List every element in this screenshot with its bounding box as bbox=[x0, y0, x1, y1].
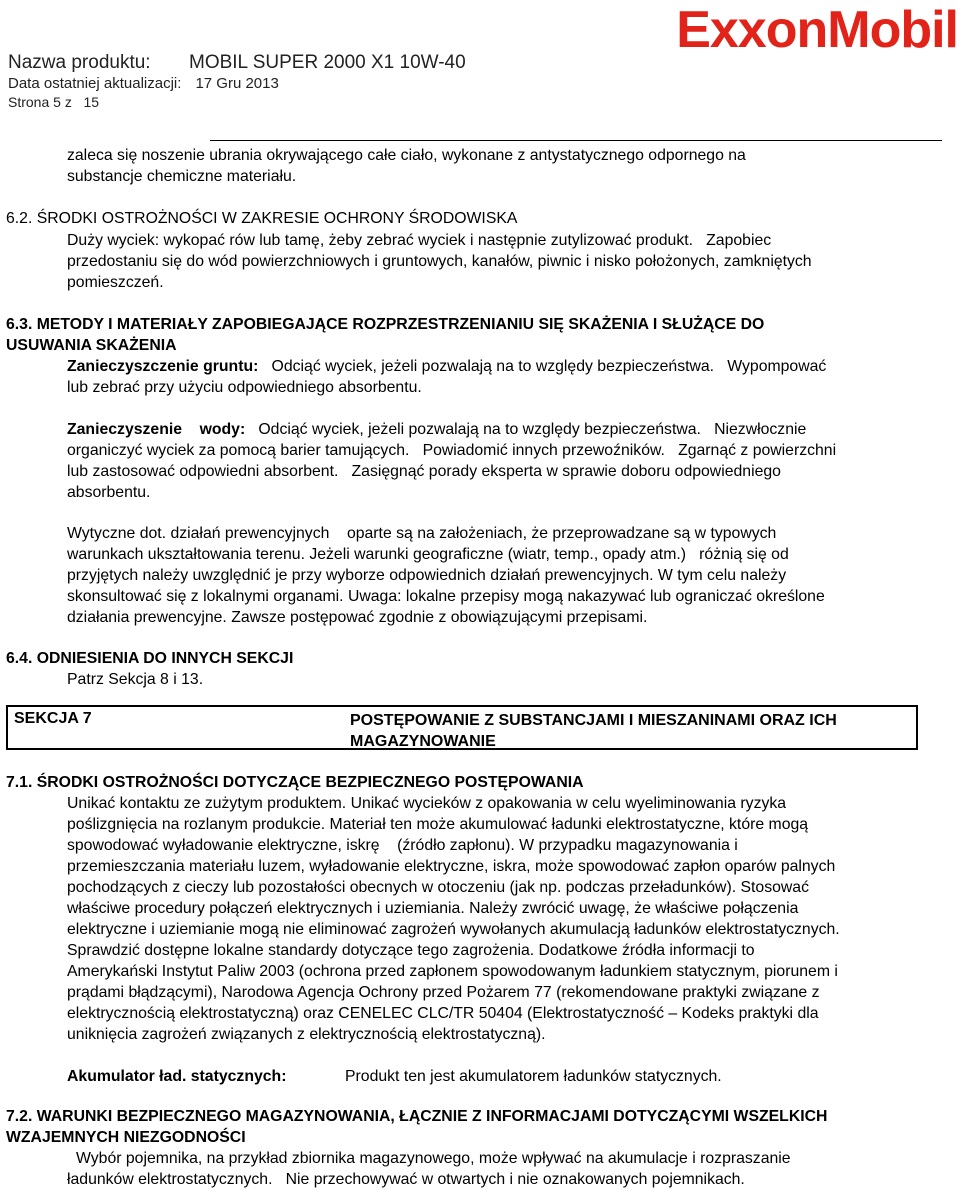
accumulator-label: Akumulator ład. statycznych: bbox=[67, 1068, 287, 1085]
section-7-title bbox=[350, 710, 837, 752]
s71-line-7: elektryczne i uziemianie mogą nie eliminować zagrożeń wywołanych akumulacją ładunków elektrostatycznych. bbox=[67, 921, 840, 938]
guide-line-3: przyjętych należy uwzględnić je przy wyborze odpowiednich działań prewencyjnych. W tym celu należy bbox=[67, 567, 787, 584]
section-6-3-heading-cont: USUWANIA SKAŻENIA bbox=[6, 337, 177, 354]
water-line-1: organiczyć wyciek za pomocą barier tamujących. Powiadomić innych przewoźników. Zgarnąć z powierzchni bbox=[67, 442, 837, 459]
intro-line-1: zaleca się noszenie ubrania okrywającego całe ciało, wykonane z antystatycznego odpornego na bbox=[67, 147, 746, 164]
water-label: Zanieczyszenie wody: bbox=[67, 421, 246, 438]
water-line-2: lub zastosować odpowiedni absorbent. Zasięgnąć porady eksperta w sprawie doboru odpowiedniego bbox=[67, 463, 781, 480]
s62-line-3: pomieszczeń. bbox=[67, 274, 164, 291]
s71-line-10: prądami błądzącymi), Narodowa Agencja Ochrony przed Pożarem 77 (rekomendowane praktyki związane z bbox=[67, 984, 820, 1001]
soil-row bbox=[67, 356, 826, 377]
s71-line-5: pochodzących z cieczy lub pozostałości obecnych w otoczeniu (jak np. podczas przeładunków). Stosować bbox=[67, 879, 809, 896]
s71-line-3: spowodować wyładowanie elektryczne, iskrę (źródło zapłonu). W przypadku magazynowania i bbox=[67, 837, 738, 854]
intro-line-2: substancje chemiczne materiału. bbox=[67, 168, 297, 185]
soil-label: Zanieczyszczenie gruntu: bbox=[67, 358, 259, 375]
page-number: Strona 5 z 15 bbox=[8, 94, 100, 110]
s72-line-1: Wybór pojemnika, na przykład zbiornika magazynowego, może wpływać na akumulacje i rozpraszanie bbox=[76, 1150, 791, 1167]
water-row bbox=[67, 419, 806, 440]
section-6-3-heading: 6.3. METODY I MATERIAŁY ZAPOBIEGAJĄCE ROZPRZESTRZENIANIU SIĘ SKAŻENIA I SŁUŻĄCE DO bbox=[6, 316, 765, 333]
guide-line-5: działania prewencyjne. Zawsze postępować zgodnie z obowiązującymi przepisami. bbox=[67, 609, 648, 626]
product-label: Nazwa produktu: bbox=[8, 52, 151, 73]
s62-line-1: Duży wyciek: wykopać rów lub tamę, żeby zebrać wyciek i następnie zutylizować produkt. Zapobiec bbox=[67, 232, 772, 249]
section-7-title-line-2: MAGAZYNOWANIE bbox=[350, 733, 496, 750]
s71-line-9: Amerykański Instytut Paliw 2003 (ochrona przed zapłonem spowodowanym ładunkiem statycznym, piorunem i bbox=[67, 963, 838, 980]
section-7-2-heading: 7.2. WARUNKI BEZPIECZNEGO MAGAZYNOWANIA, ŁĄCZNIE Z INFORMACJAMI DOTYCZĄCYMI WSZELKICH bbox=[6, 1108, 828, 1125]
water-text: Odciąć wyciek, jeżeli pozwalają na to względy bezpieczeństwa. Niezwłocznie bbox=[258, 421, 807, 438]
section-7-2-heading-cont: WZAJEMNYCH NIEZGODNOŚCI bbox=[6, 1129, 246, 1146]
s71-line-6: właściwe procedury połączeń elektrycznych i uziemiania. Należy zwrócić uwagę, że właściwe połączenia bbox=[67, 900, 799, 917]
section-6-2-heading: 6.2. ŚRODKI OSTROŻNOŚCI W ZAKRESIE OCHRONY ŚRODOWISKA bbox=[6, 210, 518, 227]
s71-line-1: Unikać kontaktu ze zużytym produktem. Unikać wycieków z opakowania w celu wyeliminowania ryzyka bbox=[67, 795, 787, 812]
accumulator-text: Produkt ten jest akumulatorem ładunków statycznych. bbox=[345, 1068, 722, 1085]
date-label: Data ostatniej aktualizacji: bbox=[8, 75, 182, 92]
product-name-line bbox=[8, 52, 466, 74]
header-divider bbox=[210, 140, 942, 141]
water-line-3: absorbentu. bbox=[67, 484, 151, 501]
soil-text-2: lub zebrać przy użyciu odpowiedniego absorbentu. bbox=[67, 379, 422, 396]
s62-line-2: przedostaniu się do wód powierzchniowych i gruntowych, kanałów, piwnic i nisko położonych, zamkniętych bbox=[67, 253, 812, 270]
s71-line-4: przemieszczania materiału luzem, wyładowanie elektryczne, iskra, może spowodować zapłon oparów palnych bbox=[67, 858, 836, 875]
section-7-1-heading: 7.1. ŚRODKI OSTROŻNOŚCI DOTYCZĄCE BEZPIECZNEGO POSTĘPOWANIA bbox=[6, 774, 584, 791]
s64-text: Patrz Sekcja 8 i 13. bbox=[67, 671, 204, 688]
s71-line-11: elektrycznością elektrostatyczną) oraz CENELEC CLC/TR 50404 (Elektrostatyczność – Kodeks praktyki dla bbox=[67, 1005, 819, 1022]
guide-line-1: Wytyczne dot. działań prewencyjnych oparte są na założeniach, że przeprowadzane są w typowych bbox=[67, 525, 777, 542]
revision-date-line bbox=[8, 75, 279, 92]
guide-line-2: warunkach ukształtowania terenu. Jeżeli warunki geograficzne (wiatr, temp., opady atm.) różnią się od bbox=[67, 546, 789, 563]
section-7-title-line-1: POSTĘPOWANIE Z SUBSTANCJAMI I MIESZANINAMI ORAZ ICH bbox=[350, 712, 837, 729]
s72-line-2: ładunków elektrostatycznych. Nie przechowywać w otwartych i nie oznakowanych pojemnikach. bbox=[67, 1171, 745, 1188]
section-7-number: SEKCJA 7 bbox=[14, 710, 92, 727]
exxonmobil-logo: ExxonMobil bbox=[676, 1, 958, 59]
guide-line-4: skonsultować się z lokalnymi organami. Uwaga: lokalne przepisy mogą nakazywać lub ograniczać określone bbox=[67, 588, 825, 605]
s71-line-8: Sprawdzić dostępne lokalne standardy dotyczące tego zagrożenia. Dodatkowe źródła informacji to bbox=[67, 942, 755, 959]
date-value: 17 Gru 2013 bbox=[195, 75, 279, 92]
s71-line-2: poślizgnięcia na rozlanym produkcie. Materiał ten może akumulować ładunki elektrostatyczne, które mogą bbox=[67, 816, 809, 833]
section-7-header bbox=[6, 705, 918, 750]
soil-text: Odciąć wyciek, jeżeli pozwalają na to względy bezpieczeństwa. Wypompować bbox=[271, 358, 827, 375]
s71-line-12: uniknięcia zagrożeń związanych z elektrycznością elektrostatyczną). bbox=[67, 1026, 546, 1043]
section-6-4-heading: 6.4. ODNIESIENIA DO INNYCH SEKCJI bbox=[6, 650, 294, 667]
product-name: MOBIL SUPER 2000 X1 10W-40 bbox=[189, 52, 466, 73]
